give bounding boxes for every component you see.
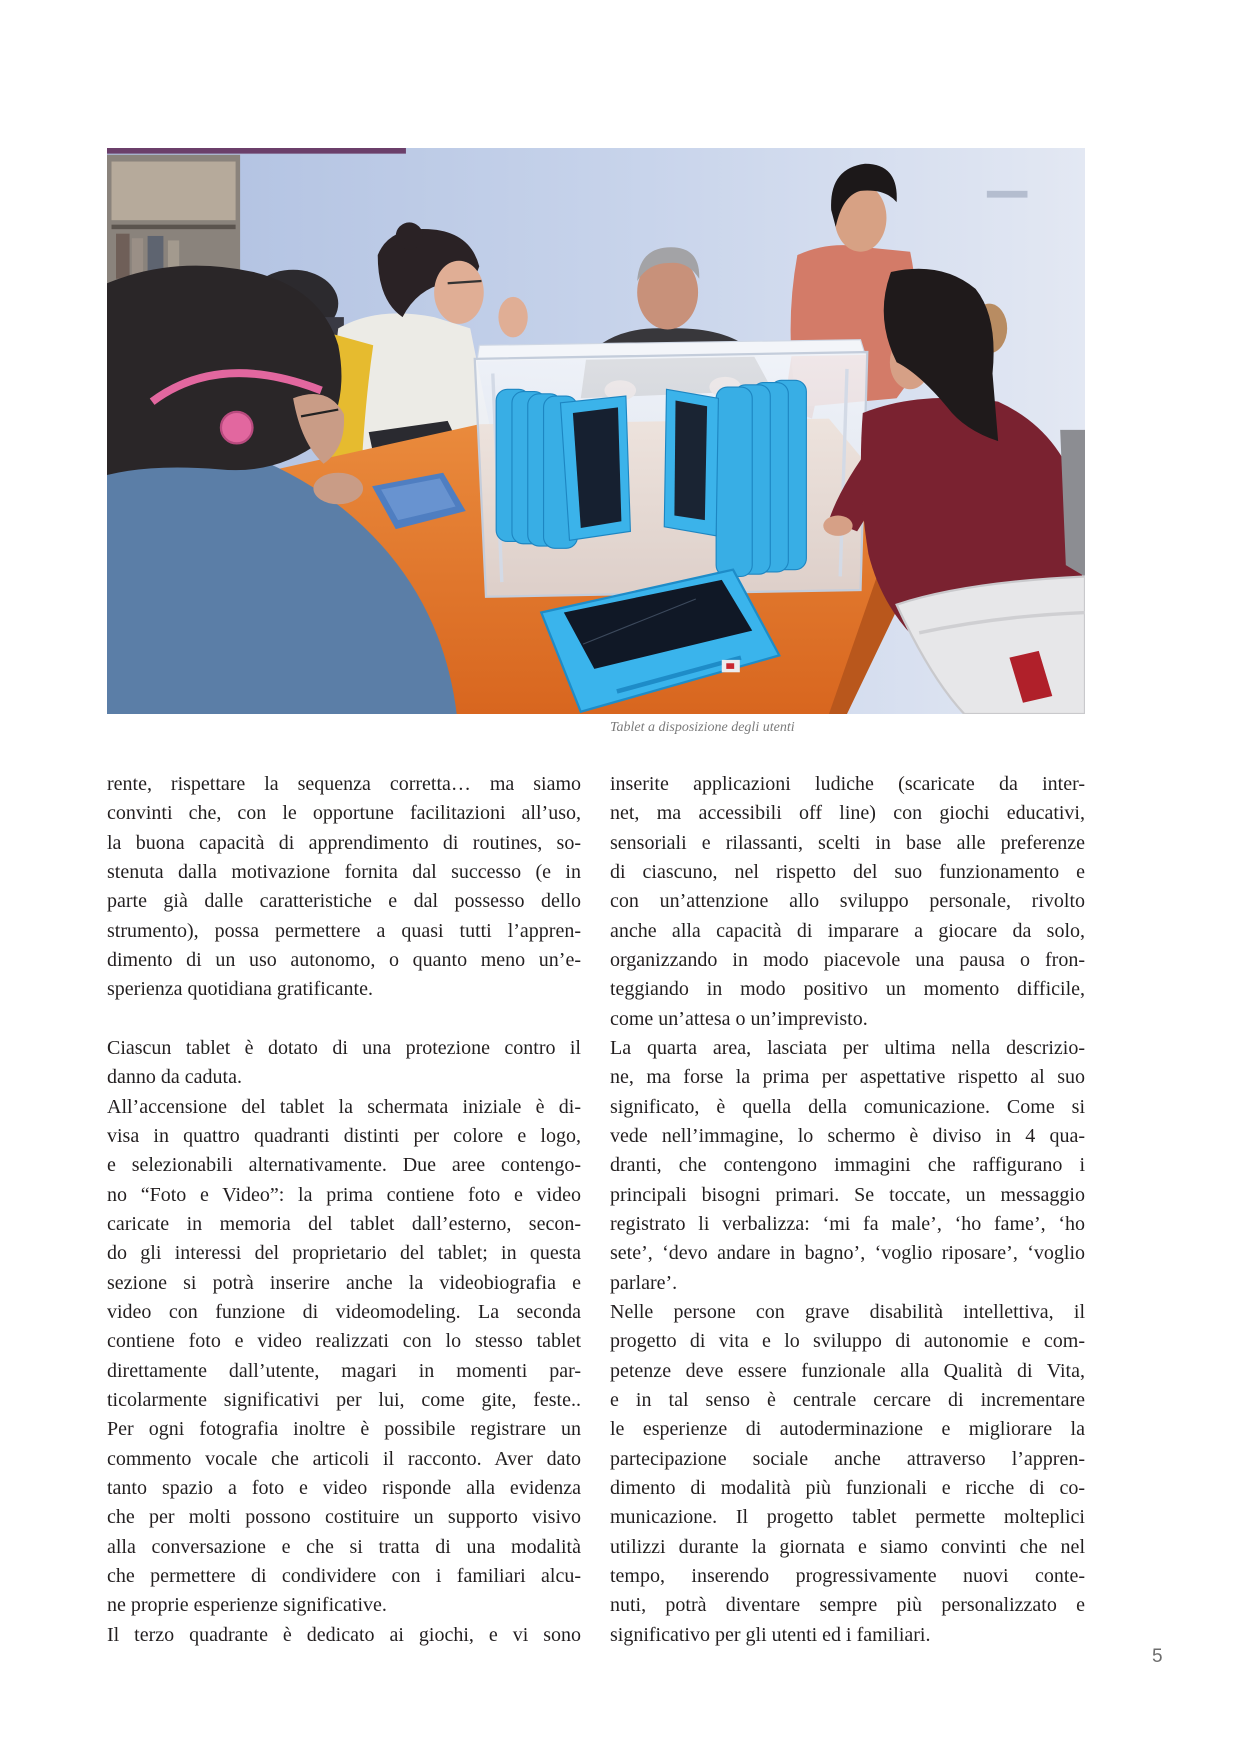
text-line: utilizzi durante la giornata e siamo convinti che nel: [610, 1535, 1085, 1558]
text-line: sensoriali e rilassanti, scelti in base alle preferenze: [610, 831, 1085, 854]
text-line: Ciascun tablet è dotato di una protezione contro il: [107, 1036, 581, 1059]
text-line: progetto di vita e lo sviluppo di autonomie e com-: [610, 1330, 1085, 1353]
text-line: visa in quattro quadranti distinti per colore e logo,: [107, 1124, 581, 1147]
text-line: partecipazione sociale anche attraverso l’appren-: [610, 1447, 1085, 1470]
text-line: commento vocale che articoli il racconto. Aver dato: [107, 1447, 581, 1470]
text-line: inserite applicazioni ludiche (scaricate da inter-: [610, 773, 1085, 795]
text-line: organizzando in modo piacevole una pausa o fron-: [610, 948, 1085, 971]
text-line: rente, rispettare la sequenza corretta… ma siamo: [107, 773, 581, 795]
photo-caption: Tablet a disposizione degli utenti: [610, 720, 795, 735]
text-line: petenze deve essere funzionale alla Qualità di Vita,: [610, 1359, 1085, 1382]
wall-sign: [987, 191, 1028, 198]
text-line: vede nell’immagine, lo schermo è diviso in 4 qua-: [610, 1124, 1085, 1147]
text-line: municazione. Il progetto tablet permette molteplici: [610, 1506, 1085, 1529]
text-line: convinti che, con le opportune facilitazioni all’uso,: [107, 802, 581, 825]
text-line: che permettere di condividere con i familiari alcu-: [107, 1564, 581, 1587]
text-line: All’accensione del tablet la schermata iniziale è di-: [107, 1095, 581, 1118]
text-line: dimento di modalità più funzionali e ricche di co-: [610, 1476, 1085, 1499]
text-line: net, ma accessibili off line) con giochi educativi,: [610, 802, 1085, 825]
paragraph: [107, 770, 581, 1005]
tablet-screen: [674, 401, 707, 521]
text-line: teggiando in modo positivo un momento difficile,: [610, 978, 1085, 1001]
text-line: do gli interessi del proprietario del tablet; in questa: [107, 1242, 581, 1265]
text-line: caricate in memoria del tablet dall’esterno, secon-: [107, 1212, 581, 1235]
text-line: dranti, che contengono immagini che raffigurano i: [610, 1154, 1085, 1177]
paragraph: [610, 1034, 1085, 1298]
text-line: e in tal senso è centrale cercare di incrementare: [610, 1388, 1085, 1411]
text-line: video con funzione di videomodeling. La seconda: [107, 1300, 581, 1323]
text-line: parlare’.: [610, 1271, 678, 1294]
text-line: significativo per gli utenti ed i familiari.: [610, 1623, 931, 1646]
paragraph: [610, 1298, 1085, 1650]
text-column-left: [107, 770, 581, 1650]
text-line: significato, è quella della comunicazione. Come si: [610, 1095, 1085, 1118]
text-line: direttamente dall’utente, magari in momenti par-: [107, 1359, 581, 1382]
text-line: parte già dalle caratteristiche e dal possesso dello: [107, 890, 581, 913]
text-line: le esperienze di autoderminazione e migliorare la: [610, 1418, 1085, 1441]
paragraph: [610, 770, 1085, 1034]
page-number: 5: [1152, 1646, 1163, 1667]
text-line: di ciascuno, nel rispetto del suo funzionamento e: [610, 860, 1085, 883]
text-line: tempo, inserendo progressivamente nuovi conte-: [610, 1564, 1085, 1587]
text-line: no “Foto e Video”: la prima contiene foto e video: [107, 1183, 581, 1206]
paragraph: [107, 1621, 581, 1650]
text-line: sezione si potrà inserire anche la videobiografia e: [107, 1271, 581, 1294]
text-line: ne proprie esperienze significative.: [107, 1594, 387, 1617]
text-line: Nelle persone con grave disabilità intellettiva, il: [610, 1300, 1085, 1323]
tablet-stack-left: [496, 389, 630, 548]
text-line: che per molti possono costituire un supporto visivo: [107, 1506, 581, 1529]
text-line: principali bisogni primari. Se toccate, un messaggio: [610, 1183, 1085, 1206]
text-line: tanto spazio a foto e video risponde alla evidenza: [107, 1476, 581, 1499]
tablet-screen: [573, 407, 622, 528]
text-line: dimento di un uso autonomo, o quanto meno un’e-: [107, 948, 581, 971]
text-line: Per ogni fotografia inoltre è possibile registrare un: [107, 1418, 581, 1441]
paragraph: [107, 1034, 581, 1093]
text-line: e selezionabili alternativamente. Due aree contengo-: [107, 1154, 581, 1177]
paragraph: [107, 1093, 581, 1621]
text-line: stenuta dalla motivazione fornita dal successo (e in: [107, 860, 581, 883]
text-column-right: [610, 770, 1085, 1650]
text-line: ne, ma forse la prima per aspettative rispetto al suo: [610, 1066, 1085, 1089]
article-photo: [107, 148, 1085, 714]
text-line: come un’attesa o un’imprevisto.: [610, 1007, 868, 1030]
text-line: ticolarmente significativi per lui, come gite, feste..: [107, 1388, 581, 1411]
text-line: danno da caduta.: [107, 1066, 242, 1089]
text-line: registrato li verbalizza: ‘mi fa male’, ‘ho fame’, ‘ho: [610, 1212, 1085, 1235]
text-line: La quarta area, lasciata per ultima nella descrizio-: [610, 1036, 1085, 1059]
text-line: Il terzo quadrante è dedicato ai giochi, e vi sono: [107, 1623, 581, 1646]
text-line: contiene foto e video realizzati con lo stesso tablet: [107, 1330, 581, 1353]
text-line: sete’, ‘devo andare in bagno’, ‘voglio riposare’, ‘voglio: [610, 1242, 1085, 1265]
text-line: sperienza quotidiana gratificante.: [107, 978, 373, 1001]
text-line: la buona capacità di apprendimento di routines, so-: [107, 831, 581, 854]
text-line: con un’attenzione allo sviluppo personale, rivolto: [610, 890, 1085, 913]
text-line: anche alla capacità di imparare a giocare da solo,: [610, 919, 1085, 942]
text-line: alla conversazione e che si tratta di una modalità: [107, 1535, 581, 1558]
text-line: nuti, potrà diventare sempre più personalizzato e: [610, 1594, 1085, 1617]
text-line: strumento), possa permettere a quasi tutti l’appren-: [107, 919, 581, 942]
